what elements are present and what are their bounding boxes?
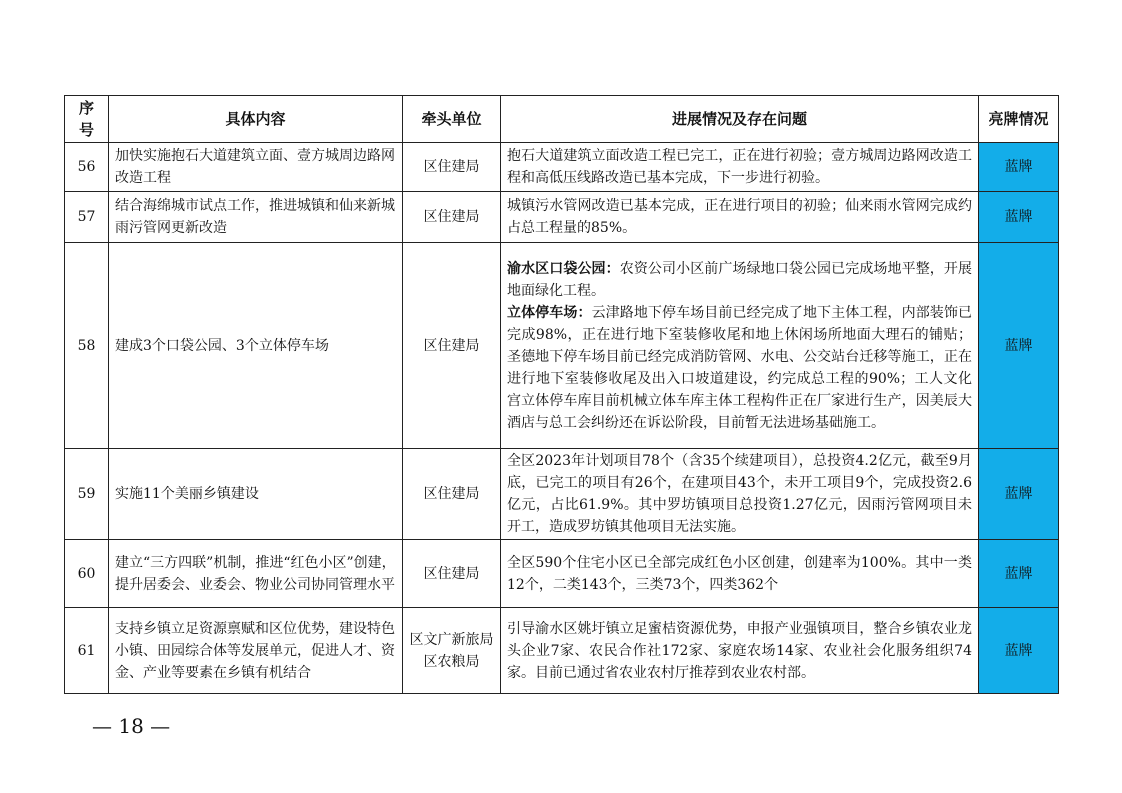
table-row [65, 192, 1059, 243]
status-badge: 蓝牌 [979, 192, 1059, 243]
page-number: — 18 — [92, 714, 171, 738]
header-lead-unit: 牵头单位 [403, 96, 501, 143]
status-badge: 蓝牌 [979, 540, 1059, 608]
row-lead-unit: 区住建局 [403, 143, 501, 192]
row-progress: 全区2023年计划项目78个（含35个续建项目），总投资4.2亿元，截至9月底，已完工的项目有26个，在建项目43个，未开工项目9个，完成投资2.6亿元，占比61.9%。其中罗坊镇项目总投资1.27亿元，因雨污管网项目未开工，造成罗坊镇其他项目无法实施。 [501, 449, 979, 540]
row-progress: 抱石大道建筑立面改造工程已完工，正在进行初验；壹方城周边路网改造工程和高低压线路改造已基本完成，下一步进行初验。 [501, 143, 979, 192]
row-progress: 城镇污水管网改造已基本完成，正在进行项目的初验；仙来雨水管网完成约占总工程量的85%。 [501, 192, 979, 243]
row-lead-unit: 区住建局 [403, 540, 501, 608]
header-serial-line2: 号 [78, 121, 94, 139]
header-serial-number [65, 96, 109, 143]
lead-unit-line1: 区文广新旅局 [409, 631, 494, 648]
row-content: 建立“三方四联”机制，推进“红色小区”创建，提升居委会、业委会、物业公司协同管理水平 [109, 540, 403, 608]
table-row [65, 540, 1059, 608]
row-number: 56 [65, 143, 109, 192]
row-content: 实施11个美丽乡镇建设 [109, 449, 403, 540]
status-badge: 蓝牌 [979, 608, 1059, 694]
row-number: 57 [65, 192, 109, 243]
table-row [65, 449, 1059, 540]
row-progress: 引导渝水区姚圩镇立足蜜桔资源优势，申报产业强镇项目，整合乡镇农业龙头企业7家、农民合作社172家、家庭农场14家、农业社会化服务组织74家。目前已通过省农业农村厅推荐到农业农村部。 [501, 608, 979, 694]
row-number: 61 [65, 608, 109, 694]
row-lead-unit [403, 608, 501, 694]
row-content: 加快实施抱石大道建筑立面、壹方城周边路网改造工程 [109, 143, 403, 192]
row-progress [501, 243, 979, 449]
row-number: 59 [65, 449, 109, 540]
row-lead-unit: 区住建局 [403, 449, 501, 540]
table-row [65, 243, 1059, 449]
row-number: 58 [65, 243, 109, 449]
progress-text: 云津路地下停车场目前已经完成了地下主体工程，内部装饰已完成98%，正在进行地下室装修收尾和地上休闲场所地面大理石的铺贴；圣德地下停车场目前已经完成消防管网、水电、公交站台迁移等施工，正在进行地下室装修收尾及出入口坡道建设，约完成总工程的90%；工人文化宫立体停车库目前机械立体车库主体工程构件正在厂家进行生产，因美辰大酒店与总工会纠纷还在诉讼阶段，目前暂无法进场基础施工。 [507, 304, 972, 431]
row-number: 60 [65, 540, 109, 608]
table-header-row [65, 96, 1059, 143]
lead-unit-line2: 区农粮局 [423, 653, 480, 670]
table-row [65, 143, 1059, 192]
header-progress: 进展情况及存在问题 [501, 96, 979, 143]
status-badge: 蓝牌 [979, 143, 1059, 192]
row-content: 支持乡镇立足资源禀赋和区位优势，建设特色小镇、田园综合体等发展单元，促进人才、资金、产业等要素在乡镇有机结合 [109, 608, 403, 694]
row-lead-unit: 区住建局 [403, 243, 501, 449]
header-status: 亮牌情况 [979, 96, 1059, 143]
row-progress: 全区590个住宅小区已全部完成红色小区创建，创建率为100%。其中一类12个，二类143个，三类73个，四类362个 [501, 540, 979, 608]
status-badge: 蓝牌 [979, 449, 1059, 540]
status-badge: 蓝牌 [979, 243, 1059, 449]
progress-paragraph-pocket-park [507, 258, 972, 302]
progress-text: 农资公司小区前广场绿地口袋公园已完成场地平整，开展地面绿化工程。 [507, 260, 972, 299]
row-lead-unit: 区住建局 [403, 192, 501, 243]
progress-subheading: 立体停车场： [507, 304, 592, 321]
progress-table [64, 95, 1059, 694]
progress-subheading: 渝水区口袋公园： [507, 260, 620, 277]
header-serial-line1: 序 [78, 99, 94, 117]
row-content: 结合海绵城市试点工作，推进城镇和仙来新城雨污管网更新改造 [109, 192, 403, 243]
table-row [65, 608, 1059, 694]
row-content: 建成3个口袋公园、3个立体停车场 [109, 243, 403, 449]
progress-paragraph-parking [507, 302, 972, 434]
header-content: 具体内容 [109, 96, 403, 143]
